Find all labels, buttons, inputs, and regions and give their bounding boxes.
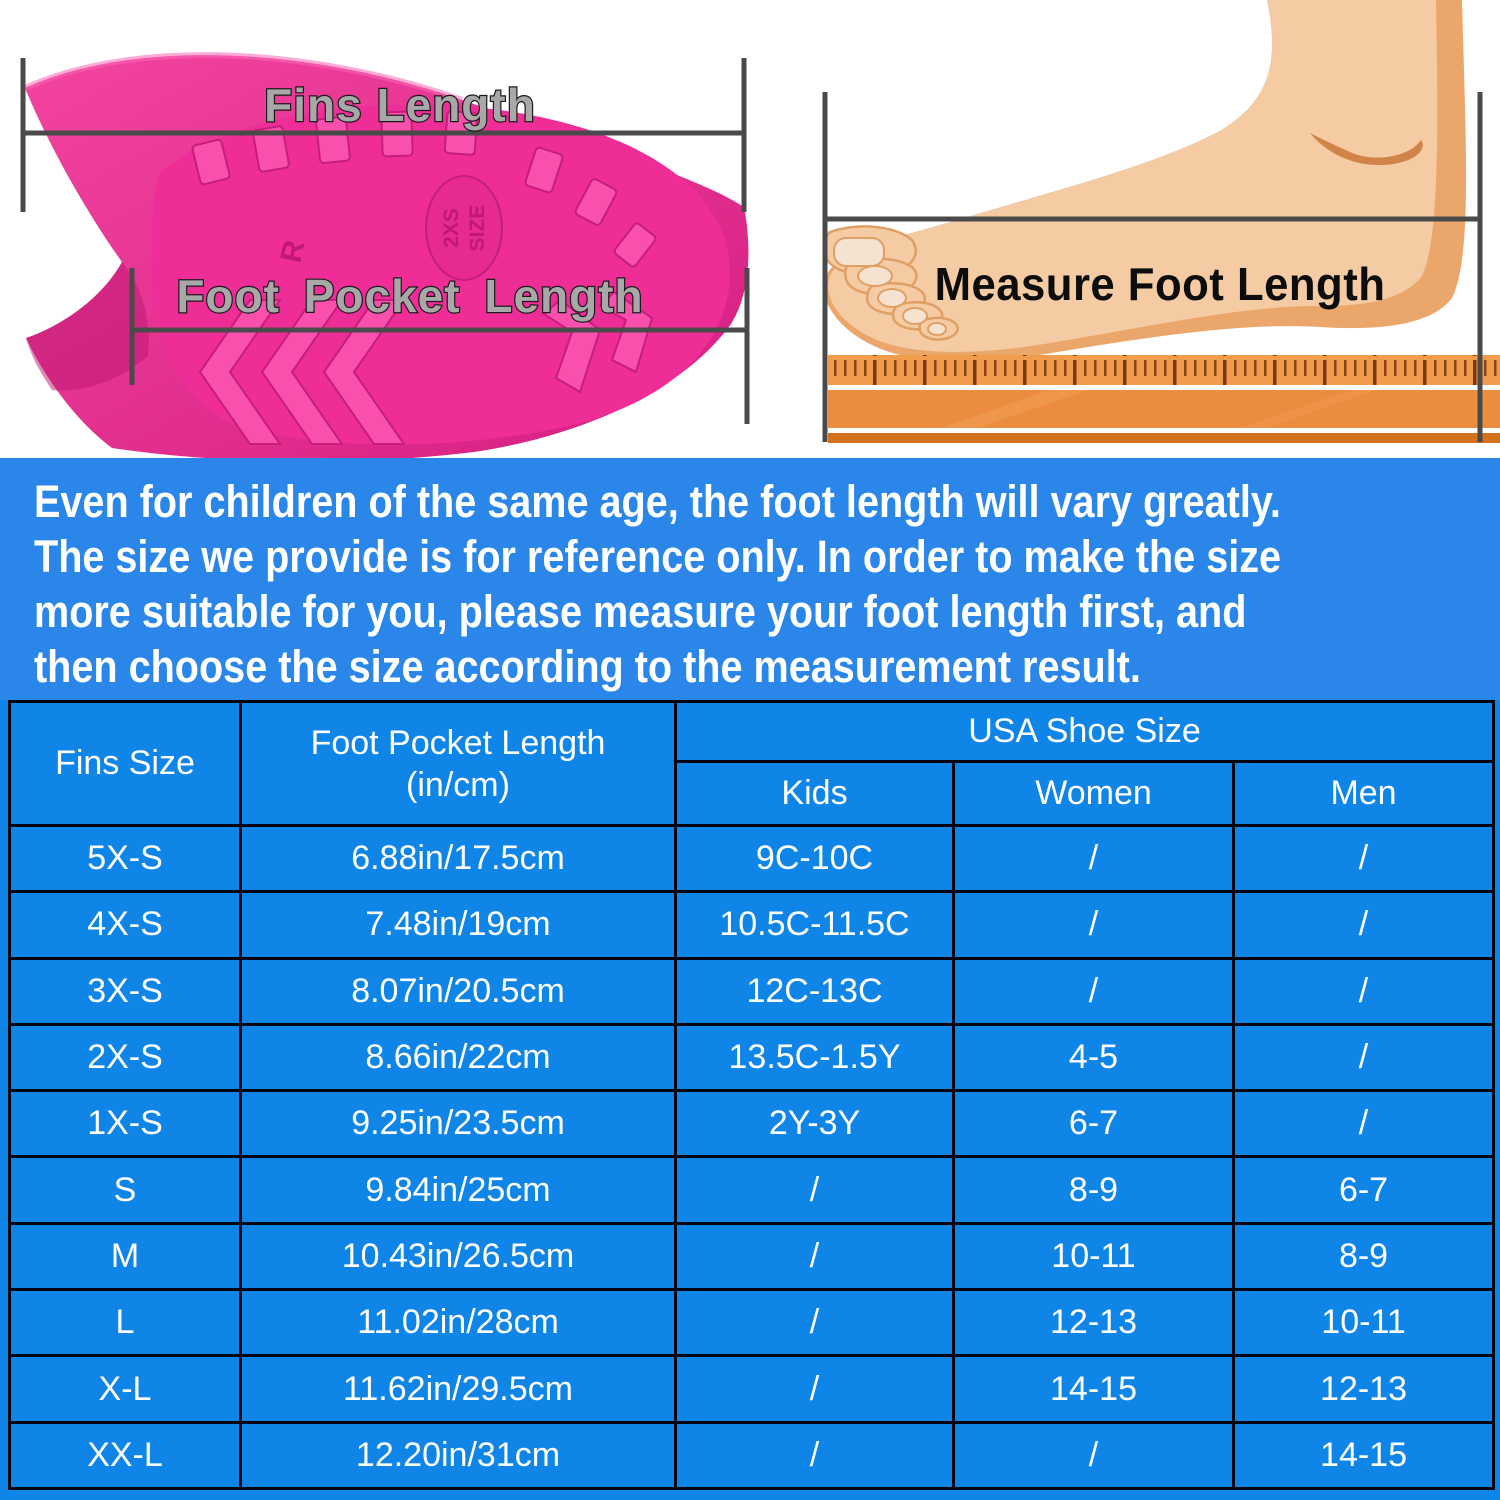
cell-men: 12-13 (1234, 1356, 1494, 1422)
cell-women: 10-11 (954, 1223, 1234, 1289)
cell-men: 14-15 (1234, 1422, 1494, 1488)
header-foot-pocket-length-line1: Foot Pocket Length (310, 723, 606, 762)
cell-foot-pocket-length: 6.88in/17.5cm (241, 826, 676, 892)
ruler (828, 355, 1500, 443)
header-foot-pocket-length-unit: (in/cm) (406, 765, 510, 804)
cell-foot-pocket-length: 11.62in/29.5cm (241, 1356, 676, 1422)
fins-length-label: Fins Length (264, 79, 536, 131)
table-row (10, 1223, 1494, 1289)
cell-foot-pocket-length: 9.84in/25cm (241, 1157, 676, 1223)
cell-women: / (954, 892, 1234, 958)
cell-foot-pocket-length: 12.20in/31cm (241, 1422, 676, 1488)
cell-men: 10-11 (1234, 1290, 1494, 1356)
cell-fins-size: X-L (10, 1356, 241, 1422)
cell-women: / (954, 826, 1234, 892)
cell-kids: / (676, 1157, 954, 1223)
foot-pocket-length-label: Foot Pocket Length (176, 270, 644, 322)
header-women: Women (954, 762, 1234, 826)
cell-women: 6-7 (954, 1091, 1234, 1157)
cell-kids: 13.5C-1.5Y (676, 1024, 954, 1090)
table-row (10, 1422, 1494, 1488)
cell-fins-size: 1X-S (10, 1091, 241, 1157)
size-patch-size-code: 2XS (440, 208, 463, 248)
cell-women: / (954, 958, 1234, 1024)
cell-kids: / (676, 1422, 954, 1488)
cell-kids: 10.5C-11.5C (676, 892, 954, 958)
cell-kids: / (676, 1290, 954, 1356)
header-fins-size: Fins Size (10, 702, 241, 826)
header-usa-shoe-size: USA Shoe Size (676, 702, 1494, 762)
right-foot-mark: R (274, 237, 312, 266)
cell-foot-pocket-length: 10.43in/26.5cm (241, 1223, 676, 1289)
cell-fins-size: M (10, 1223, 241, 1289)
header-men: Men (1234, 762, 1494, 826)
cell-fins-size: 4X-S (10, 892, 241, 958)
size-patch-size-word: SIZE (466, 204, 489, 252)
table-row (10, 1290, 1494, 1356)
sole-size-patch (426, 176, 502, 280)
cell-men: / (1234, 1091, 1494, 1157)
cell-men: / (1234, 958, 1494, 1024)
cell-foot-pocket-length: 11.02in/28cm (241, 1290, 676, 1356)
cell-men: 6-7 (1234, 1157, 1494, 1223)
cell-foot-pocket-length: 8.07in/20.5cm (241, 958, 676, 1024)
size-chart-region (0, 700, 1500, 1500)
table-row (10, 1356, 1494, 1422)
cell-kids: 12C-13C (676, 958, 954, 1024)
measure-foot-length-label: Measure Foot Length (934, 257, 1386, 311)
cell-men: / (1234, 892, 1494, 958)
cell-fins-size: L (10, 1290, 241, 1356)
cell-foot-pocket-length: 7.48in/19cm (241, 892, 676, 958)
cell-men: 8-9 (1234, 1223, 1494, 1289)
fin-measurement-illustration (0, 0, 760, 458)
cell-foot-pocket-length: 8.66in/22cm (241, 1024, 676, 1090)
cell-fins-size: S (10, 1157, 241, 1223)
cell-kids: / (676, 1223, 954, 1289)
cell-fins-size: 5X-S (10, 826, 241, 892)
size-chart-table (8, 700, 1495, 1490)
cell-fins-size: XX-L (10, 1422, 241, 1488)
cell-fins-size: 3X-S (10, 958, 241, 1024)
cell-kids: / (676, 1356, 954, 1422)
cell-men: / (1234, 1024, 1494, 1090)
table-row (10, 1157, 1494, 1223)
cell-women: / (954, 1422, 1234, 1488)
cell-men: / (1234, 826, 1494, 892)
notice-line-1: Even for children of the same age, the foot length will vary greatly. (34, 476, 1281, 527)
notice-line-3: more suitable for you, please measure your foot length first, and (34, 586, 1247, 637)
cell-women: 4-5 (954, 1024, 1234, 1090)
table-row (10, 892, 1494, 958)
header-foot-pocket-length (241, 702, 676, 826)
notice-line-4: then choose the size according to the measurement result. (34, 641, 1141, 692)
table-row (10, 958, 1494, 1024)
cell-kids: 2Y-3Y (676, 1091, 954, 1157)
table-row (10, 1024, 1494, 1090)
sizing-notice-banner (0, 458, 1500, 700)
cell-fins-size: 2X-S (10, 1024, 241, 1090)
cell-kids: 9C-10C (676, 826, 954, 892)
foot-measurement-illustration (820, 0, 1500, 458)
notice-line-2: The size we provide is for reference only. In order to make the size (34, 531, 1282, 582)
how-to-measure-section (0, 0, 1500, 458)
cell-women: 12-13 (954, 1290, 1234, 1356)
header-kids: Kids (676, 762, 954, 826)
cell-women: 14-15 (954, 1356, 1234, 1422)
table-row (10, 826, 1494, 892)
cell-foot-pocket-length: 9.25in/23.5cm (241, 1091, 676, 1157)
cell-women: 8-9 (954, 1157, 1234, 1223)
table-row (10, 1091, 1494, 1157)
